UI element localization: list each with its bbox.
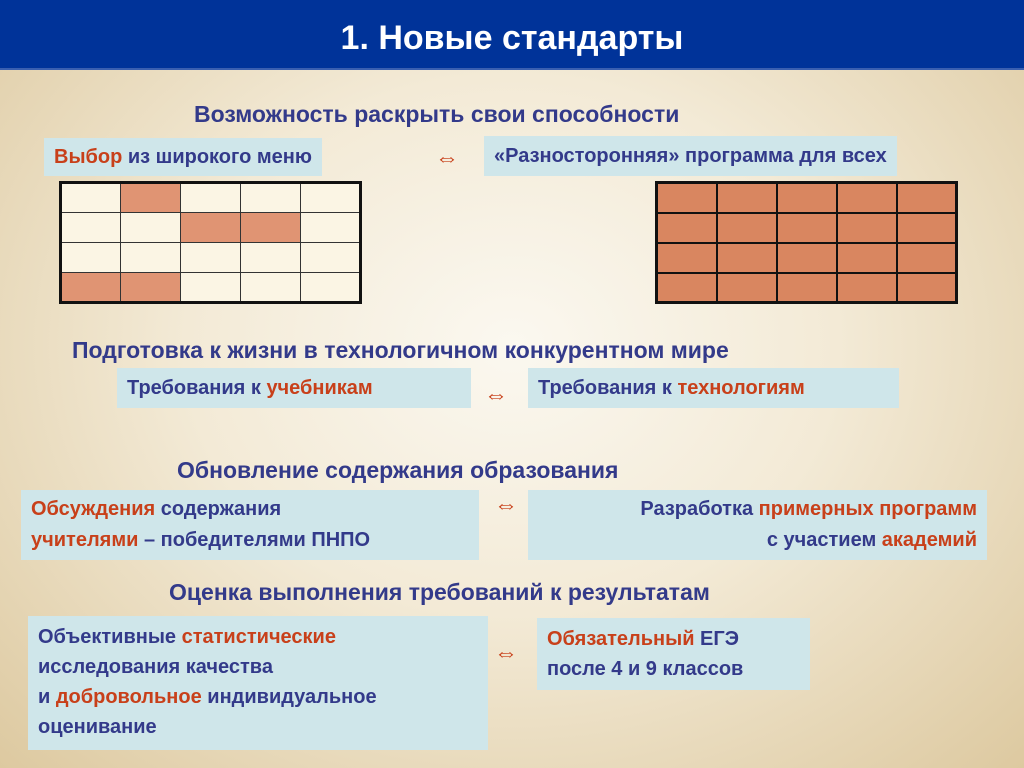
technology-requirements-box xyxy=(528,368,899,408)
section-heading-content-update: Обновление содержания образования xyxy=(177,457,619,483)
grid-cell xyxy=(121,213,181,243)
grid-cell-filled xyxy=(657,243,717,273)
discussion-rest: содержания xyxy=(155,498,282,520)
grid-cell-selected xyxy=(121,273,181,303)
research-line-2: исследования качества xyxy=(38,656,273,678)
grid-cell-filled xyxy=(717,183,777,213)
discussion-word: Обсуждения xyxy=(31,498,156,520)
academies-word: академий xyxy=(881,529,977,551)
mandatory-word: Обязательный xyxy=(547,628,695,650)
voluntary-word: добровольное xyxy=(55,686,202,708)
double-arrow-icon: ⇔ xyxy=(484,382,508,409)
grid-cell-filled xyxy=(777,183,837,213)
double-arrow-icon: ⇔ xyxy=(494,492,518,519)
programs-line-2 xyxy=(538,525,977,556)
teachers-word: учителями xyxy=(31,529,139,551)
grid-cell-filled xyxy=(777,213,837,243)
grid-cell-filled xyxy=(717,273,777,303)
choice-menu-grid xyxy=(59,181,362,304)
textbook-word: учебникам xyxy=(266,377,373,399)
grid-cell-filled xyxy=(897,183,957,213)
double-arrow-icon: ⇔ xyxy=(494,640,518,667)
versatile-program-grid xyxy=(655,181,958,304)
grid-cell-filled xyxy=(837,183,897,213)
versatile-program-box xyxy=(484,136,897,176)
textbook-req-prefix: Требования к xyxy=(127,377,267,399)
and-word: и xyxy=(38,686,56,708)
grid-cell xyxy=(241,273,301,303)
mandatory-exam-box xyxy=(537,618,810,690)
research-line-4: оценивание xyxy=(38,716,157,738)
versatile-word: «Разносторонняя» xyxy=(494,145,680,167)
grid-cell-filled xyxy=(657,213,717,243)
teachers-line-1 xyxy=(31,494,469,525)
objective-word: Объективные xyxy=(38,626,182,648)
grid-cell-filled xyxy=(717,243,777,273)
slide-title: 1. Новые стандарты xyxy=(0,0,1024,70)
statistical-word: статистические xyxy=(181,626,336,648)
grid-cell xyxy=(181,273,241,303)
grid-cell xyxy=(181,183,241,213)
teachers-discussion-box xyxy=(21,490,479,560)
grid-cell xyxy=(241,243,301,273)
grid-cell-filled xyxy=(837,213,897,243)
grid-cell xyxy=(181,243,241,273)
grid-cell-filled xyxy=(657,273,717,303)
grid-cell-filled xyxy=(777,243,837,273)
grid-cell-selected xyxy=(181,213,241,243)
section-heading-abilities: Возможность раскрыть свои способности xyxy=(194,101,680,127)
programs-line-1 xyxy=(538,494,977,525)
research-line-3 xyxy=(38,682,478,712)
exam-line-2: после 4 и 9 классов xyxy=(547,658,744,680)
grid-cell xyxy=(301,213,361,243)
grid-cell-selected xyxy=(121,183,181,213)
grid-cell-filled xyxy=(777,273,837,303)
grid-cell-filled xyxy=(657,183,717,213)
programs-prefix: Разработка xyxy=(640,498,759,520)
grid-cell xyxy=(61,183,121,213)
grid-cell-filled xyxy=(837,273,897,303)
grid-cell xyxy=(301,183,361,213)
textbook-requirements-box xyxy=(117,368,471,408)
choice-from-menu-box xyxy=(44,138,322,176)
grid-cell xyxy=(121,243,181,273)
research-line-1 xyxy=(38,622,478,652)
grid-cell-selected xyxy=(241,213,301,243)
grid-cell xyxy=(61,243,121,273)
grid-cell xyxy=(301,243,361,273)
grid-cell xyxy=(301,273,361,303)
choice-rest: из широкого меню xyxy=(122,146,312,168)
individual-word: индивидуальное xyxy=(201,686,377,708)
objective-research-box xyxy=(28,616,488,750)
sample-programs-box xyxy=(528,490,987,560)
section-heading-results-evaluation: Оценка выполнения требований к результатам xyxy=(169,579,710,605)
teachers-rest: – победителями ПНПО xyxy=(138,529,371,551)
versatile-rest: программа для всех xyxy=(679,145,887,167)
exam-word: ЕГЭ xyxy=(694,628,739,650)
grid-cell xyxy=(241,183,301,213)
grid-cell-filled xyxy=(837,243,897,273)
academies-prefix: с участием xyxy=(766,529,882,551)
grid-cell-selected xyxy=(61,273,121,303)
teachers-line-2 xyxy=(31,525,469,556)
grid-cell-filled xyxy=(897,213,957,243)
section-heading-life-preparation: Подготовка к жизни в технологичном конкурентном мире xyxy=(72,337,729,363)
grid-cell xyxy=(61,213,121,243)
technology-req-prefix: Требования к xyxy=(538,377,678,399)
grid-cell-filled xyxy=(897,273,957,303)
technology-word: технологиям xyxy=(677,377,805,399)
choice-word: Выбор xyxy=(54,146,123,168)
double-arrow-icon: ⇔ xyxy=(435,145,459,172)
grid-cell-filled xyxy=(717,213,777,243)
exam-line-1 xyxy=(547,624,800,654)
grid-cell-filled xyxy=(897,243,957,273)
sample-programs-word: примерных программ xyxy=(758,498,977,520)
